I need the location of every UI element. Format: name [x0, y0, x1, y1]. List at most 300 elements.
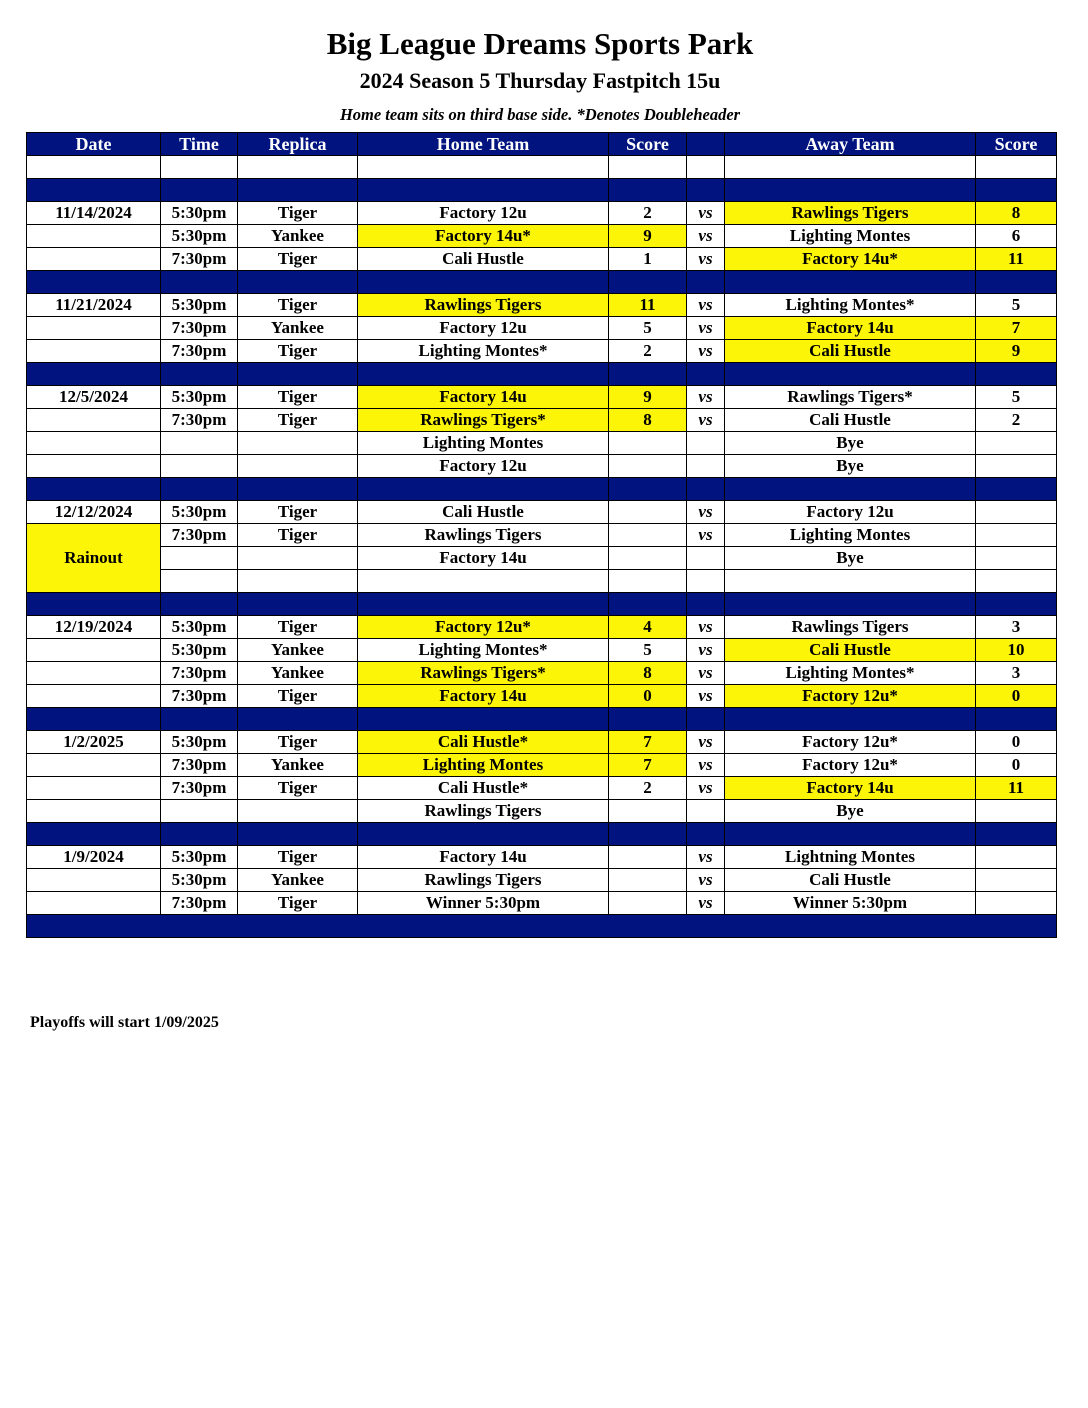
away-score-cell [976, 547, 1057, 570]
header-row [27, 133, 1057, 156]
away-team-cell: Factory 12u* [725, 685, 976, 708]
time-cell: 7:30pm [161, 524, 238, 547]
replica-cell: Yankee [238, 639, 358, 662]
col-time: Time [161, 133, 238, 156]
table-row [27, 731, 1057, 754]
vs-cell: vs [687, 731, 725, 754]
date-cell [27, 662, 161, 685]
footer-note: Playoffs will start 1/09/2025 [30, 1014, 219, 1031]
separator-cell [687, 478, 725, 501]
home-score-cell: 7 [609, 731, 687, 754]
time-cell [161, 156, 238, 179]
week-separator-row [27, 478, 1057, 501]
date-cell [27, 225, 161, 248]
vs-cell: vs [687, 892, 725, 915]
vs-cell: vs [687, 225, 725, 248]
table-row [27, 340, 1057, 363]
date-cell [27, 432, 161, 455]
table-row [27, 455, 1057, 478]
replica-cell: Yankee [238, 317, 358, 340]
time-cell: 5:30pm [161, 616, 238, 639]
home-team-cell [358, 156, 609, 179]
separator-cell [238, 708, 358, 731]
header-note: Home team sits on third base side. *Denotes Doubleheader [339, 105, 741, 124]
away-team-cell: Bye [725, 547, 976, 570]
separator-cell [609, 593, 687, 616]
separator-cell [27, 593, 161, 616]
home-team-cell: Factory 12u [358, 317, 609, 340]
away-team-cell: Lighting Montes [725, 524, 976, 547]
date-cell: 11/14/2024 [27, 202, 161, 225]
page-subtitle: 2024 Season 5 Thursday Fastpitch 15u [359, 68, 721, 93]
away-team-cell: Cali Hustle [725, 409, 976, 432]
separator-cell [725, 179, 976, 202]
table-row [27, 639, 1057, 662]
replica-cell: Tiger [238, 846, 358, 869]
away-score-cell [976, 455, 1057, 478]
away-score-cell: 0 [976, 685, 1057, 708]
col-date: Date [27, 133, 161, 156]
separator-cell [161, 823, 238, 846]
date-cell: 12/5/2024 [27, 386, 161, 409]
vs-cell [687, 455, 725, 478]
separator-cell [238, 478, 358, 501]
time-cell [161, 547, 238, 570]
home-team-cell: Lighting Montes [358, 754, 609, 777]
table-row [27, 294, 1057, 317]
col-away-score: Score [976, 133, 1057, 156]
away-team-cell: Factory 14u [725, 317, 976, 340]
separator-cell [27, 179, 161, 202]
date-cell [27, 455, 161, 478]
vs-cell [687, 156, 725, 179]
separator-cell [358, 271, 609, 294]
away-score-cell [976, 432, 1057, 455]
table-row [27, 432, 1057, 455]
time-cell: 5:30pm [161, 639, 238, 662]
vs-cell: vs [687, 685, 725, 708]
home-score-cell: 9 [609, 386, 687, 409]
away-score-cell [976, 524, 1057, 547]
date-cell [27, 340, 161, 363]
time-cell: 7:30pm [161, 662, 238, 685]
home-team-cell: Rawlings Tigers* [358, 409, 609, 432]
col-replica: Replica [238, 133, 358, 156]
home-score-cell: 2 [609, 340, 687, 363]
table-row [27, 225, 1057, 248]
home-team-cell: Rawlings Tigers [358, 800, 609, 823]
replica-cell: Tiger [238, 731, 358, 754]
replica-cell: Tiger [238, 294, 358, 317]
time-cell: 5:30pm [161, 386, 238, 409]
col-away-team: Away Team [725, 133, 976, 156]
home-team-cell: Winner 5:30pm [358, 892, 609, 915]
home-score-cell [609, 501, 687, 524]
time-cell: 7:30pm [161, 409, 238, 432]
time-cell: 5:30pm [161, 202, 238, 225]
home-team-cell: Factory 12u [358, 455, 609, 478]
away-score-cell: 3 [976, 662, 1057, 685]
home-team-cell: Lighting Montes* [358, 639, 609, 662]
separator-cell [976, 478, 1057, 501]
separator-cell [609, 179, 687, 202]
home-score-cell: 2 [609, 202, 687, 225]
separator-cell [238, 271, 358, 294]
date-cell [27, 800, 161, 823]
vs-cell [687, 547, 725, 570]
vs-cell: vs [687, 524, 725, 547]
week-separator-row [27, 179, 1057, 202]
away-score-cell [976, 156, 1057, 179]
separator-cell [725, 708, 976, 731]
separator-cell [609, 363, 687, 386]
home-team-cell: Lighting Montes [358, 432, 609, 455]
table-row [27, 547, 1057, 570]
week-separator-row [27, 363, 1057, 386]
vs-cell: vs [687, 662, 725, 685]
home-score-cell: 8 [609, 409, 687, 432]
date-cell: 1/2/2025 [27, 731, 161, 754]
separator-cell [725, 478, 976, 501]
separator-cell [161, 708, 238, 731]
time-cell: 7:30pm [161, 248, 238, 271]
separator-cell [27, 823, 161, 846]
replica-cell [238, 156, 358, 179]
home-score-cell: 1 [609, 248, 687, 271]
separator-cell [725, 823, 976, 846]
away-team-cell: Lighting Montes [725, 225, 976, 248]
vs-cell: vs [687, 754, 725, 777]
separator-cell [976, 179, 1057, 202]
away-score-cell: 10 [976, 639, 1057, 662]
away-team-cell: Lighting Montes* [725, 662, 976, 685]
vs-cell: vs [687, 616, 725, 639]
replica-cell [238, 800, 358, 823]
away-score-cell [976, 846, 1057, 869]
separator-cell [687, 823, 725, 846]
away-team-cell: Bye [725, 455, 976, 478]
week-separator-row [27, 823, 1057, 846]
separator-cell [976, 363, 1057, 386]
replica-cell: Yankee [238, 225, 358, 248]
away-team-cell [725, 570, 976, 593]
away-team-cell: Bye [725, 800, 976, 823]
home-team-cell: Factory 14u [358, 685, 609, 708]
separator-cell [358, 179, 609, 202]
home-score-cell: 7 [609, 754, 687, 777]
home-team-cell: Rawlings Tigers [358, 294, 609, 317]
away-score-cell: 8 [976, 202, 1057, 225]
separator-cell [238, 363, 358, 386]
replica-cell: Tiger [238, 409, 358, 432]
home-score-cell: 9 [609, 225, 687, 248]
away-score-cell: 2 [976, 409, 1057, 432]
replica-cell: Tiger [238, 248, 358, 271]
separator-cell [161, 363, 238, 386]
table-row [27, 662, 1057, 685]
away-score-cell [976, 570, 1057, 593]
separator-cell [27, 271, 161, 294]
date-cell [27, 892, 161, 915]
replica-cell: Tiger [238, 777, 358, 800]
table-row [27, 524, 1057, 547]
separator-cell [358, 708, 609, 731]
home-score-cell [609, 892, 687, 915]
table-row [27, 386, 1057, 409]
time-cell: 5:30pm [161, 294, 238, 317]
date-cell [27, 685, 161, 708]
away-score-cell [976, 892, 1057, 915]
separator-cell [609, 478, 687, 501]
time-cell: 7:30pm [161, 777, 238, 800]
away-score-cell [976, 501, 1057, 524]
table-row [27, 777, 1057, 800]
date-cell: 12/19/2024 [27, 616, 161, 639]
replica-cell [238, 570, 358, 593]
home-score-cell [609, 800, 687, 823]
away-score-cell: 11 [976, 777, 1057, 800]
table-row [27, 409, 1057, 432]
table-row [27, 754, 1057, 777]
vs-cell [687, 800, 725, 823]
replica-cell: Tiger [238, 501, 358, 524]
separator-cell [609, 823, 687, 846]
vs-cell: vs [687, 202, 725, 225]
time-cell: 7:30pm [161, 892, 238, 915]
separator-cell [238, 823, 358, 846]
vs-cell: vs [687, 340, 725, 363]
separator-cell [687, 593, 725, 616]
separator-cell [687, 708, 725, 731]
home-score-cell [609, 547, 687, 570]
replica-cell: Tiger [238, 202, 358, 225]
home-score-cell [609, 570, 687, 593]
away-score-cell: 3 [976, 616, 1057, 639]
vs-cell [687, 570, 725, 593]
vs-cell: vs [687, 501, 725, 524]
separator-cell [358, 478, 609, 501]
away-team-cell: Rawlings Tigers [725, 616, 976, 639]
vs-cell: vs [687, 846, 725, 869]
separator-cell [687, 363, 725, 386]
vs-cell [687, 432, 725, 455]
away-score-cell [976, 800, 1057, 823]
home-score-cell [609, 869, 687, 892]
vs-cell: vs [687, 317, 725, 340]
away-score-cell: 5 [976, 386, 1057, 409]
home-team-cell: Cali Hustle* [358, 731, 609, 754]
separator-cell [976, 708, 1057, 731]
time-cell: 7:30pm [161, 685, 238, 708]
date-cell [27, 409, 161, 432]
date-cell: 11/21/2024 [27, 294, 161, 317]
home-score-cell: 0 [609, 685, 687, 708]
time-cell [161, 432, 238, 455]
week-separator-row [27, 593, 1057, 616]
away-score-cell: 11 [976, 248, 1057, 271]
date-cell: 12/12/2024 [27, 501, 161, 524]
time-cell [161, 800, 238, 823]
date-cell [27, 156, 161, 179]
separator-cell [358, 363, 609, 386]
away-team-cell: Factory 12u* [725, 754, 976, 777]
time-cell: 5:30pm [161, 501, 238, 524]
separator-cell [976, 271, 1057, 294]
date-cell [27, 639, 161, 662]
home-team-cell: Rawlings Tigers* [358, 662, 609, 685]
replica-cell [238, 432, 358, 455]
replica-cell [238, 547, 358, 570]
schedule-table [26, 132, 1057, 938]
time-cell: 7:30pm [161, 340, 238, 363]
col-home-score: Score [609, 133, 687, 156]
home-score-cell: 2 [609, 777, 687, 800]
table-row [27, 616, 1057, 639]
replica-cell: Tiger [238, 340, 358, 363]
home-team-cell: Rawlings Tigers [358, 869, 609, 892]
week-separator-row [27, 708, 1057, 731]
col-home-team: Home Team [358, 133, 609, 156]
home-team-cell: Lighting Montes* [358, 340, 609, 363]
separator-cell [725, 363, 976, 386]
separator-cell [27, 708, 161, 731]
replica-cell: Yankee [238, 662, 358, 685]
away-team-cell: Rawlings Tigers [725, 202, 976, 225]
separator-cell [238, 593, 358, 616]
home-score-cell: 8 [609, 662, 687, 685]
separator-cell [687, 179, 725, 202]
date-cell [27, 317, 161, 340]
separator-cell [161, 478, 238, 501]
table-row [27, 685, 1057, 708]
col-vs [687, 133, 725, 156]
time-cell: 7:30pm [161, 317, 238, 340]
home-team-cell: Factory 14u* [358, 225, 609, 248]
time-cell [161, 570, 238, 593]
away-team-cell: Cali Hustle [725, 340, 976, 363]
vs-cell: vs [687, 409, 725, 432]
home-score-cell [609, 156, 687, 179]
home-team-cell: Factory 12u [358, 202, 609, 225]
time-cell: 5:30pm [161, 846, 238, 869]
away-team-cell: Factory 12u [725, 501, 976, 524]
home-team-cell: Factory 14u [358, 386, 609, 409]
vs-cell: vs [687, 869, 725, 892]
replica-cell: Tiger [238, 892, 358, 915]
page-title: Big League Dreams Sports Park [326, 26, 754, 61]
table-row [27, 570, 1057, 593]
date-cell [27, 777, 161, 800]
time-cell: 5:30pm [161, 731, 238, 754]
separator-cell [976, 823, 1057, 846]
home-score-cell: 5 [609, 639, 687, 662]
date-cell [27, 754, 161, 777]
separator-cell [161, 179, 238, 202]
away-team-cell: Cali Hustle [725, 869, 976, 892]
table-row [27, 869, 1057, 892]
schedule-body [27, 156, 1057, 938]
blank-row [27, 156, 1057, 179]
home-score-cell [609, 432, 687, 455]
vs-cell: vs [687, 294, 725, 317]
home-score-cell [609, 524, 687, 547]
separator-cell [725, 593, 976, 616]
replica-cell: Tiger [238, 524, 358, 547]
separator-cell [161, 593, 238, 616]
away-team-cell: Bye [725, 432, 976, 455]
date-cell [27, 869, 161, 892]
separator-cell [976, 593, 1057, 616]
separator-cell [358, 823, 609, 846]
table-row [27, 846, 1057, 869]
home-score-cell [609, 455, 687, 478]
table-row [27, 202, 1057, 225]
home-team-cell [358, 570, 609, 593]
table-row [27, 501, 1057, 524]
home-team-cell: Cali Hustle [358, 501, 609, 524]
table-row [27, 248, 1057, 271]
away-score-cell: 6 [976, 225, 1057, 248]
away-team-cell: Cali Hustle [725, 639, 976, 662]
separator-cell [27, 915, 1057, 938]
home-team-cell: Factory 12u* [358, 616, 609, 639]
home-team-cell: Cali Hustle* [358, 777, 609, 800]
away-team-cell: Factory 12u* [725, 731, 976, 754]
away-team-cell: Factory 14u* [725, 248, 976, 271]
date-cell: 1/9/2024 [27, 846, 161, 869]
replica-cell: Tiger [238, 685, 358, 708]
date-cell [27, 248, 161, 271]
vs-cell: vs [687, 777, 725, 800]
separator-cell [609, 271, 687, 294]
vs-cell: vs [687, 386, 725, 409]
away-team-cell [725, 156, 976, 179]
table-row [27, 800, 1057, 823]
away-score-cell: 0 [976, 731, 1057, 754]
separator-cell [687, 271, 725, 294]
week-separator-row [27, 915, 1057, 938]
home-score-cell: 11 [609, 294, 687, 317]
vs-cell: vs [687, 248, 725, 271]
home-team-cell: Factory 14u [358, 547, 609, 570]
away-score-cell [976, 869, 1057, 892]
separator-cell [238, 179, 358, 202]
home-team-cell: Rawlings Tigers [358, 524, 609, 547]
replica-cell: Yankee [238, 869, 358, 892]
table-row [27, 317, 1057, 340]
replica-cell [238, 455, 358, 478]
away-score-cell: 5 [976, 294, 1057, 317]
time-cell: 7:30pm [161, 754, 238, 777]
replica-cell: Tiger [238, 616, 358, 639]
away-team-cell: Lightning Montes [725, 846, 976, 869]
separator-cell [27, 478, 161, 501]
separator-cell [609, 708, 687, 731]
away-score-cell: 7 [976, 317, 1057, 340]
away-score-cell: 0 [976, 754, 1057, 777]
home-score-cell: 5 [609, 317, 687, 340]
home-team-cell: Factory 14u [358, 846, 609, 869]
separator-cell [161, 271, 238, 294]
replica-cell: Yankee [238, 754, 358, 777]
home-score-cell [609, 846, 687, 869]
away-team-cell: Factory 14u [725, 777, 976, 800]
away-team-cell: Rawlings Tigers* [725, 386, 976, 409]
table-row [27, 892, 1057, 915]
home-team-cell: Cali Hustle [358, 248, 609, 271]
rainout-cell: Rainout [27, 524, 161, 593]
replica-cell: Tiger [238, 386, 358, 409]
